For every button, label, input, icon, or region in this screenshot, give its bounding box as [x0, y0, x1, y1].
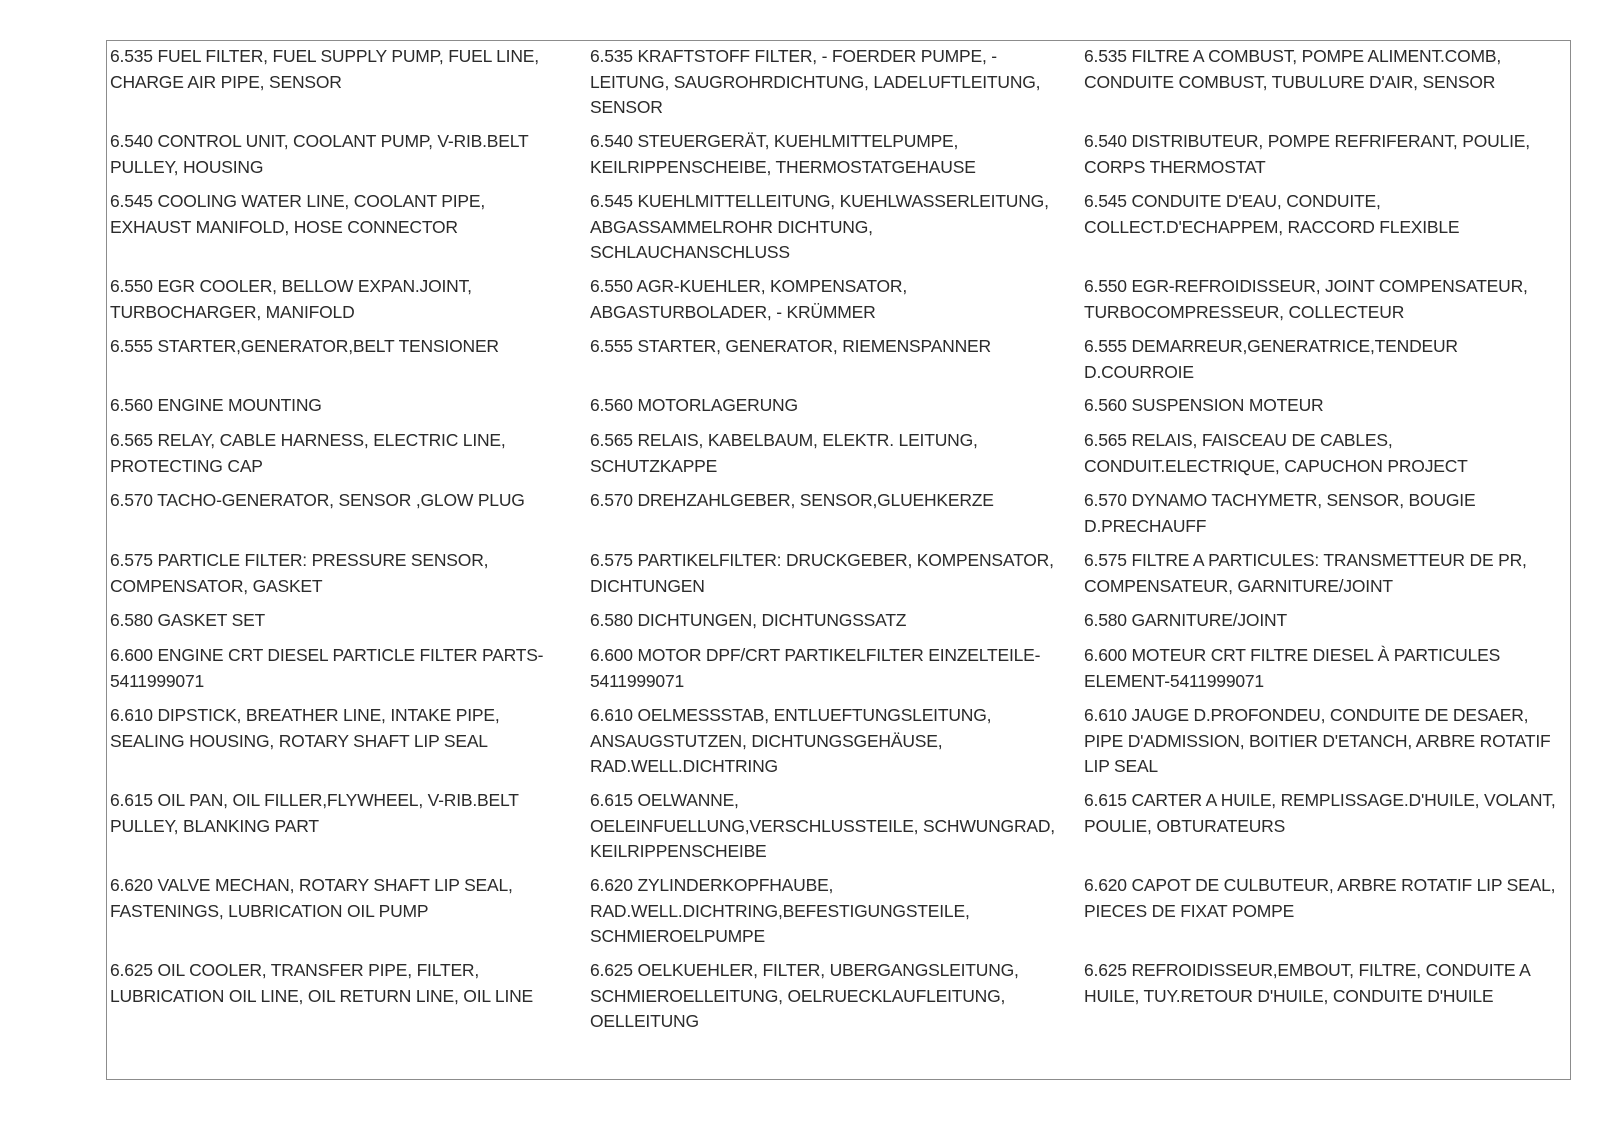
table-row: [110, 788, 1570, 873]
table-row: [110, 129, 1570, 189]
table-row: [110, 608, 1570, 643]
cell-english: 6.535 FUEL FILTER, FUEL SUPPLY PUMP, FUEL LINE, CHARGE AIR PIPE, SENSOR: [110, 46, 539, 92]
cell-french: 6.555 DEMARREUR,GENERATRICE,TENDEUR D.COURROIE: [1084, 336, 1458, 382]
cell-english: 6.540 CONTROL UNIT, COOLANT PUMP, V-RIB.BELT PULLEY, HOUSING: [110, 131, 529, 177]
cell-english: 6.550 EGR COOLER, BELLOW EXPAN.JOINT, TURBOCHARGER, MANIFOLD: [110, 276, 472, 322]
cell-french: 6.575 FILTRE A PARTICULES: TRANSMETTEUR DE PR, COMPENSATEUR, GARNITURE/JOINT: [1084, 550, 1527, 596]
cell-german: 6.555 STARTER, GENERATOR, RIEMENSPANNER: [590, 336, 991, 356]
cell-german: 6.610 OELMESSSTAB, ENTLUEFTUNGSLEITUNG, ANSAUGSTUTZEN, DICHTUNGSGEHÄUSE, RAD.WELL.DICHTRING: [590, 705, 992, 776]
cell-english: 6.575 PARTICLE FILTER: PRESSURE SENSOR, COMPENSATOR, GASKET: [110, 550, 489, 596]
cell-french: 6.560 SUSPENSION MOTEUR: [1084, 395, 1324, 415]
cell-english: 6.620 VALVE MECHAN, ROTARY SHAFT LIP SEAL, FASTENINGS, LUBRICATION OIL PUMP: [110, 875, 513, 921]
cell-french: 6.565 RELAIS, FAISCEAU DE CABLES, CONDUIT.ELECTRIQUE, CAPUCHON PROJECT: [1084, 430, 1468, 476]
cell-german: 6.575 PARTIKELFILTER: DRUCKGEBER, KOMPENSATOR, DICHTUNGEN: [590, 550, 1054, 596]
table-row: [110, 958, 1570, 1043]
cell-german: 6.615 OELWANNE, OELEINFUELLUNG,VERSCHLUSSTEILE, SCHWUNGRAD, KEILRIPPENSCHEIBE: [590, 790, 1055, 861]
cell-french: 6.615 CARTER A HUILE, REMPLISSAGE.D'HUILE, VOLANT, POULIE, OBTURATEURS: [1084, 790, 1556, 836]
table-row: [110, 44, 1570, 129]
cell-english: 6.560 ENGINE MOUNTING: [110, 395, 322, 415]
cell-german: 6.625 OELKUEHLER, FILTER, UBERGANGSLEITUNG, SCHMIEROELLEITUNG, OELRUECKLAUFLEITUNG, OELLEITUNG: [590, 960, 1019, 1031]
cell-english: 6.555 STARTER,GENERATOR,BELT TENSIONER: [110, 336, 499, 356]
cell-german: 6.600 MOTOR DPF/CRT PARTIKELFILTER EINZELTEILE- 5411999071: [590, 645, 1041, 691]
table-row: [110, 488, 1570, 548]
table-row: [110, 393, 1570, 428]
table-row: [110, 643, 1570, 703]
cell-german: 6.620 ZYLINDERKOPFHAUBE, RAD.WELL.DICHTRING,BEFESTIGUNGSTEILE, SCHMIEROELPUMPE: [590, 875, 970, 946]
table-row: [110, 873, 1570, 958]
cell-french: 6.550 EGR-REFROIDISSEUR, JOINT COMPENSATEUR, TURBOCOMPRESSEUR, COLLECTEUR: [1084, 276, 1528, 322]
table-row: [110, 428, 1570, 488]
cell-german: 6.540 STEUERGERÄT, KUEHLMITTELPUMPE, KEILRIPPENSCHEIBE, THERMOSTATGEHAUSE: [590, 131, 976, 177]
cell-french: 6.540 DISTRIBUTEUR, POMPE REFRIFERANT, POULIE, CORPS THERMOSTAT: [1084, 131, 1530, 177]
cell-english: 6.610 DIPSTICK, BREATHER LINE, INTAKE PIPE, SEALING HOUSING, ROTARY SHAFT LIP SEAL: [110, 705, 500, 751]
cell-french: 6.535 FILTRE A COMBUST, POMPE ALIMENT.COMB, CONDUITE COMBUST, TUBULURE D'AIR, SENSOR: [1084, 46, 1502, 92]
table-row: [110, 548, 1570, 608]
table-row: [110, 189, 1570, 274]
cell-english: 6.580 GASKET SET: [110, 610, 266, 630]
cell-german: 6.550 AGR-KUEHLER, KOMPENSATOR, ABGASTURBOLADER, - KRÜMMER: [590, 276, 908, 322]
cell-german: 6.570 DREHZAHLGEBER, SENSOR,GLUEHKERZE: [590, 490, 994, 510]
cell-french: 6.610 JAUGE D.PROFONDEU, CONDUITE DE DESAER, PIPE D'ADMISSION, BOITIER D'ETANCH, ARBRE ROTATIF LIP SEAL: [1084, 705, 1551, 776]
cell-english: 6.600 ENGINE CRT DIESEL PARTICLE FILTER PARTS- 5411999071: [110, 645, 544, 691]
cell-german: 6.545 KUEHLMITTELLEITUNG, KUEHLWASSERLEITUNG, ABGASSAMMELROHR DICHTUNG, SCHLAUCHANSCHLUSS: [590, 191, 1049, 262]
table-row: [110, 334, 1570, 393]
cell-french: 6.625 REFROIDISSEUR,EMBOUT, FILTRE, CONDUITE A HUILE, TUY.RETOUR D'HUILE, CONDUITE D'HUILE: [1084, 960, 1531, 1006]
cell-french: 6.570 DYNAMO TACHYMETR, SENSOR, BOUGIE D.PRECHAUFF: [1084, 490, 1476, 536]
cell-english: 6.570 TACHO-GENERATOR, SENSOR ,GLOW PLUG: [110, 490, 525, 510]
cell-english: 6.565 RELAY, CABLE HARNESS, ELECTRIC LINE, PROTECTING CAP: [110, 430, 506, 476]
cell-german: 6.565 RELAIS, KABELBAUM, ELEKTR. LEITUNG, SCHUTZKAPPE: [590, 430, 978, 476]
cell-german: 6.580 DICHTUNGEN, DICHTUNGSSATZ: [590, 610, 907, 630]
table-row: [110, 703, 1570, 788]
cell-english: 6.615 OIL PAN, OIL FILLER,FLYWHEEL, V-RIB.BELT PULLEY, BLANKING PART: [110, 790, 519, 836]
cell-french: 6.620 CAPOT DE CULBUTEUR, ARBRE ROTATIF LIP SEAL, PIECES DE FIXAT POMPE: [1084, 875, 1556, 921]
cell-french: 6.545 CONDUITE D'EAU, CONDUITE, COLLECT.D'ECHAPPEM, RACCORD FLEXIBLE: [1084, 191, 1460, 237]
cell-french: 6.580 GARNITURE/JOINT: [1084, 610, 1287, 630]
cell-english: 6.625 OIL COOLER, TRANSFER PIPE, FILTER, LUBRICATION OIL LINE, OIL RETURN LINE, OIL LINE: [110, 960, 534, 1006]
cell-german: 6.560 MOTORLAGERUNG: [590, 395, 798, 415]
cell-german: 6.535 KRAFTSTOFF FILTER, - FOERDER PUMPE, - LEITUNG, SAUGROHRDICHTUNG, LADELUFTLEITUNG, SENSOR: [590, 46, 1041, 117]
table-row: [110, 274, 1570, 334]
parts-table: [110, 44, 1570, 1043]
cell-french: 6.600 MOTEUR CRT FILTRE DIESEL À PARTICULES ELEMENT-5411999071: [1084, 645, 1501, 691]
cell-english: 6.545 COOLING WATER LINE, COOLANT PIPE, EXHAUST MANIFOLD, HOSE CONNECTOR: [110, 191, 486, 237]
